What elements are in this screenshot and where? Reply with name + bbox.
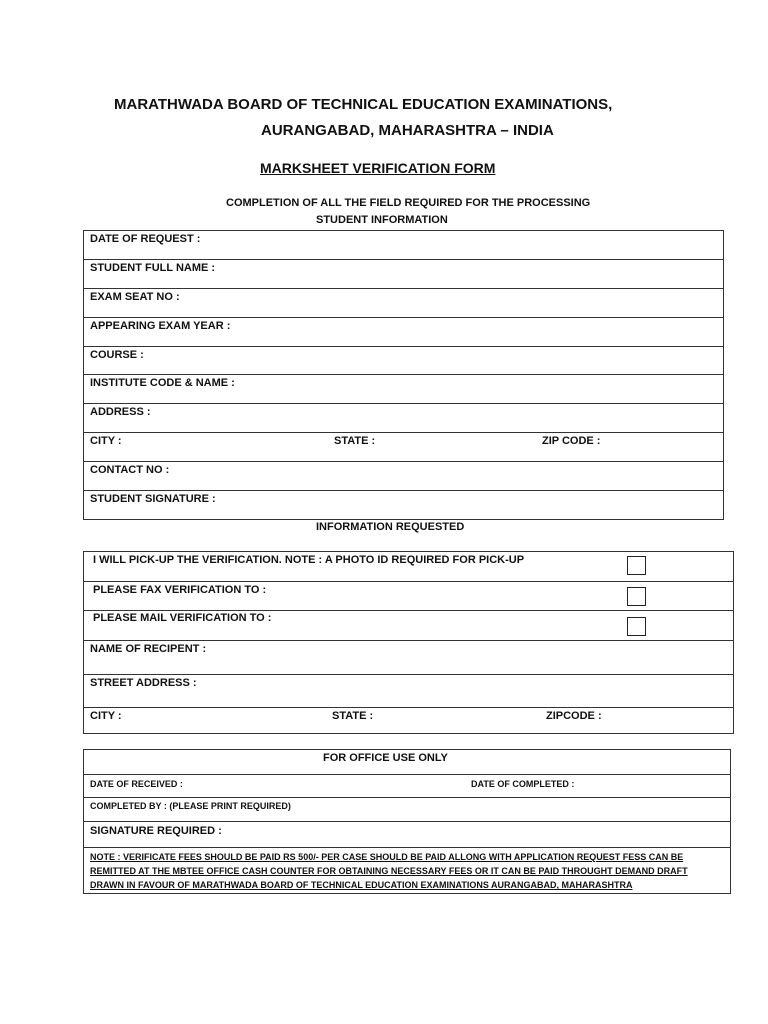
appearing-exam-year-label: APPEARING EXAM YEAR :	[90, 320, 231, 332]
course-label: COURSE :	[90, 349, 144, 361]
row-completed-by	[84, 798, 730, 822]
completed-by-label: COMPLETED BY : (PLEASE PRINT REQUIRED)	[90, 801, 291, 811]
row-address	[84, 404, 723, 433]
address-label: ADDRESS :	[90, 406, 151, 418]
mail-label: PLEASE MAIL VERIFICATION TO :	[93, 612, 272, 624]
institute-label: INSTITUTE CODE & NAME :	[90, 377, 235, 389]
row-office-title	[84, 750, 730, 774]
exam-seat-no-label: EXAM SEAT NO :	[90, 291, 180, 303]
row-dates	[84, 774, 730, 798]
contact-no-label: CONTACT NO :	[90, 464, 170, 476]
recipient-zipcode-label: ZIPCODE :	[546, 710, 602, 722]
pickup-checkbox[interactable]	[627, 556, 646, 575]
board-location: AURANGABAD, MAHARASHTRA – INDIA	[261, 122, 554, 139]
row-signature-required	[84, 822, 730, 848]
mail-checkbox[interactable]	[627, 617, 646, 636]
fax-label: PLEASE FAX VERIFICATION TO :	[93, 584, 267, 596]
row-exam-seat-no	[84, 289, 723, 318]
row-course	[84, 347, 723, 375]
row-fee-note	[84, 848, 730, 894]
student-full-name-label: STUDENT FULL NAME :	[90, 262, 216, 274]
row-student-full-name	[84, 260, 723, 289]
fax-checkbox[interactable]	[627, 587, 646, 606]
row-student-signature	[84, 491, 723, 520]
row-recipient	[84, 641, 733, 675]
signature-required-label: SIGNATURE REQUIRED :	[90, 825, 222, 837]
office-use-title: FOR OFFICE USE ONLY	[323, 752, 448, 764]
date-of-request-label: DATE OF REQUEST :	[90, 233, 201, 245]
fee-note-line-3: DRAWN IN FAVOUR OF MARATHWADA BOARD OF TECHNICAL EDUCATION EXAMINATIONS AURANGABAD, MAHARASHTRA	[90, 880, 633, 890]
state-label: STATE :	[334, 435, 376, 447]
student-signature-label: STUDENT SIGNATURE :	[90, 493, 216, 505]
recipient-city-label: CITY :	[90, 710, 122, 722]
city-label: CITY :	[90, 435, 122, 447]
form-title: MARKSHEET VERIFICATION FORM	[260, 160, 496, 176]
row-city-state-zipcode	[84, 708, 733, 734]
info-requested-title: INFORMATION REQUESTED	[316, 521, 465, 533]
completion-note: COMPLETION OF ALL THE FIELD REQUIRED FOR THE PROCESSING	[226, 197, 591, 209]
row-institute	[84, 375, 723, 404]
board-name: MARATHWADA BOARD OF TECHNICAL EDUCATION EXAMINATIONS,	[114, 96, 613, 113]
row-date-of-request	[84, 231, 723, 260]
recipient-state-label: STATE :	[332, 710, 374, 722]
row-contact-no	[84, 462, 723, 491]
row-city-state-zip	[84, 433, 723, 462]
fee-note-line-1: NOTE : VERIFICATE FEES SHOULD BE PAID RS 500/- PER CASE SHOULD BE PAID ALLONG WITH APPLICATION REQUEST FESS CAN BE	[90, 852, 684, 862]
date-completed-label: DATE OF COMPLETED :	[471, 779, 575, 789]
student-section-title: STUDENT INFORMATION	[316, 214, 448, 226]
row-mail	[84, 611, 733, 641]
row-pickup	[84, 552, 733, 582]
row-appearing-exam-year	[84, 318, 723, 347]
pickup-label: I WILL PICK-UP THE VERIFICATION. NOTE : A PHOTO ID REQUIRED FOR PICK-UP	[93, 554, 525, 566]
row-fax	[84, 582, 733, 611]
street-address-label: STREET ADDRESS :	[90, 677, 197, 689]
date-received-label: DATE OF RECEIVED :	[90, 779, 183, 789]
office-use-table	[83, 749, 731, 894]
row-street-address	[84, 675, 733, 708]
student-info-table	[83, 230, 724, 520]
zip-code-label: ZIP CODE :	[542, 435, 601, 447]
info-requested-table	[83, 551, 734, 734]
recipient-label: NAME OF RECIPENT :	[90, 643, 207, 655]
fee-note-line-2: REMITTED AT THE MBTEE OFFICE CASH COUNTER FOR OBTAINING NECESSARY FEES OR IT CAN BE PAID THROUGHT DEMAND DRAFT	[90, 866, 688, 876]
